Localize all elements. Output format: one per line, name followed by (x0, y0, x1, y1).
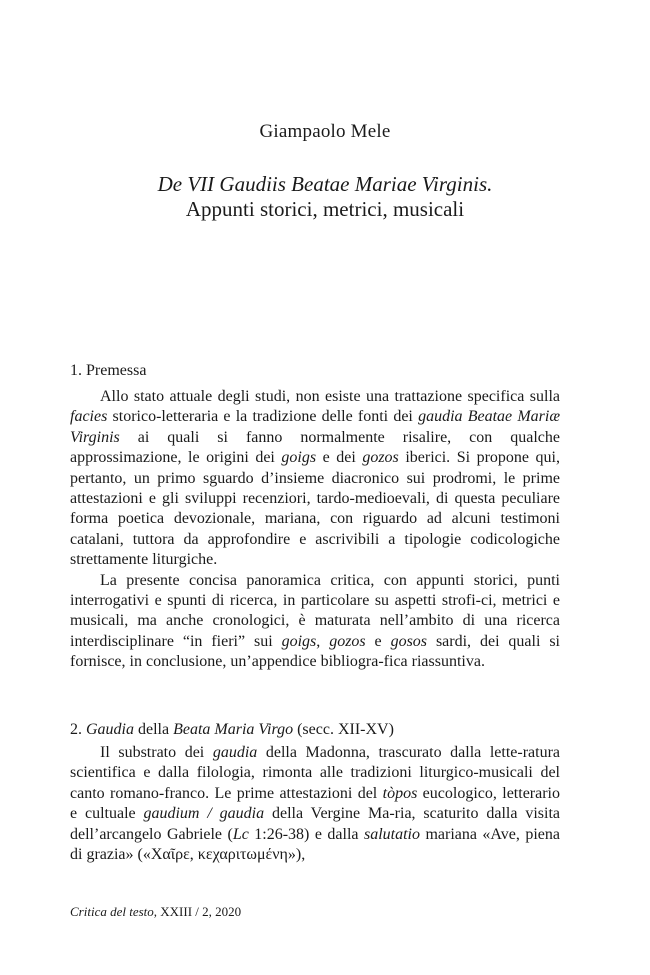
italic-run: gozos (362, 449, 399, 467)
italic-run: facies (70, 408, 108, 426)
section-2-paragraph-1 (70, 743, 560, 865)
italic-run: gaudia Beatae Mariæ Virginis (70, 408, 560, 446)
title-line-2: Appunti storici, metrici, musicali (185, 197, 465, 221)
italic-run: tòpos (382, 784, 418, 802)
journal-name: Critica del testo (70, 904, 154, 919)
text-run: ai quali si fanno normalmente risalire, con qualche approssimazione, le origini dei (70, 428, 560, 467)
text-run: , (316, 632, 330, 650)
text-run: 1:26-38) e dalla (248, 825, 364, 843)
text-run: Il substrato dei (100, 744, 213, 761)
italic-run: goigs (281, 449, 317, 467)
title-line-1: De VII Gaudiis Beatae Mariae Virginis. (157, 172, 493, 196)
text-run: e (365, 632, 391, 650)
italic-run: gaudium / gaudia (143, 805, 265, 823)
text-run: 2. (70, 721, 86, 738)
text-run: (secc. XII-XV) (293, 721, 394, 738)
text-run: della Vergine Ma-ria, scaturito dalla visita dell’arcangelo Gabriele ( (70, 805, 561, 843)
article-title (0, 172, 650, 222)
text-run: della Madonna, trascurato dalla lette-ratura scientifica e dalla filologia, rimonta alle tradizioni liturgico-musicali del canto romano-franco. Le prime attestazioni del (70, 744, 560, 802)
italic-run: Lc (232, 825, 249, 843)
section-1-paragraph-1 (70, 387, 560, 571)
section-1-body (70, 387, 560, 673)
text-run: sardi, dei quali si fornisce, in conclusione, un’appendice bibliogra-fica riassuntiva. (70, 632, 561, 671)
italic-run: goigs (281, 632, 317, 650)
italic-run: salutatio (363, 825, 420, 843)
italic-run: gosos (390, 632, 428, 650)
text-run: e dei (316, 449, 363, 467)
text-run: iberici. Si propone qui, pertanto, un primo sguardo d’insieme diacronico sui prodromi, le prime attestazioni e gli sviluppi recenziori, tardo-medioevali, di questa peculiare forma poetica devozionale, mariana, con riguardo ad alcuni testimoni catalani, tuttora da approfondire e ascrivibili a tipologie codicologiche strettamente liturgiche. (70, 449, 560, 569)
section-2-heading (70, 721, 394, 739)
page-footer (70, 904, 241, 920)
section-2-body (70, 743, 560, 865)
text-run: della (134, 721, 174, 738)
text-run: mariana «Ave, piena di grazia» («Χαῖρε, κεχαριτωμένη»), (70, 825, 561, 864)
italic-run: Gaudia (86, 721, 134, 738)
section-1-paragraph-2 (70, 571, 560, 673)
text-run: La presente concisa panoramica critica, con appunti storici, punti interrogativi e spunti di ricerca, in particolare su aspetti strofi-ci, metrici e musicali, ma anche cronologici, è maturata nell’ambito di una ricerca interdisciplinare “in fieri” sui (70, 571, 560, 650)
text-run: storico-letteraria e la tradizione delle fonti dei (107, 408, 419, 426)
text-run: eucologico, letterario e cultuale (70, 784, 561, 823)
text-run: Allo stato attuale degli studi, non esiste una trattazione specifica sulla (100, 388, 560, 405)
italic-run: Beata Maria Virgo (173, 721, 294, 738)
section-1-heading: 1. Premessa (70, 362, 147, 379)
italic-run: gaudia (212, 744, 258, 761)
journal-issue: , XXIII / 2, 2020 (153, 904, 242, 919)
author-name: Giampaolo Mele (259, 121, 391, 142)
italic-run: gozos (329, 632, 366, 650)
